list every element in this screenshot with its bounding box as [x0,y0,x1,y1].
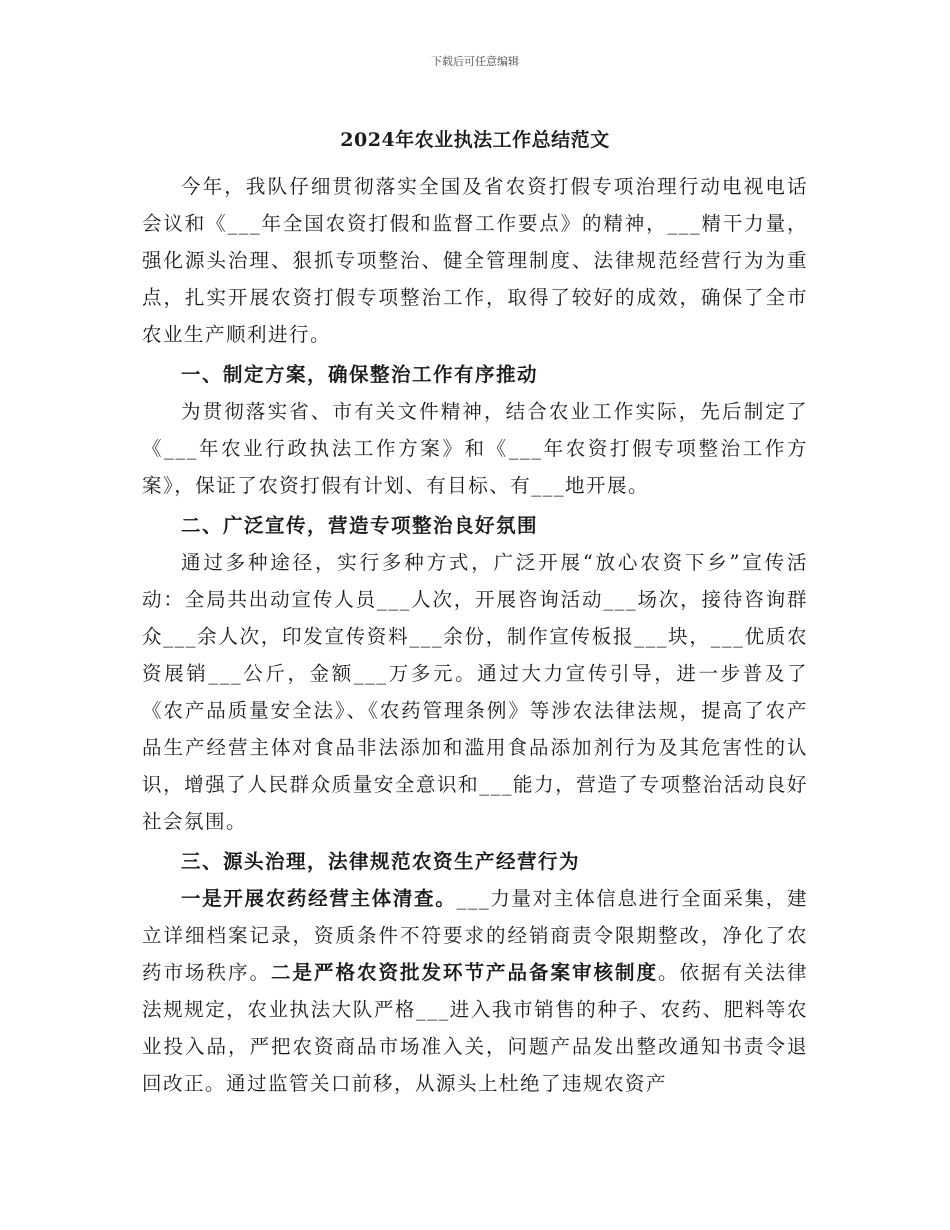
section-3-lead-1: 一是开展农药经营主体清查。 [181,887,457,910]
section-3-lead-2: 二是严格农资批发环节产品备案审核制度 [271,961,658,984]
intro-paragraph: 今年，我队仔细贯彻落实全国及省农资打假专项治理行动电视电话会议和《___年全国农资打假和监督工作要点》的精神，___精干力量，强化源头治理、狠抓专项整治、健全管理制度、法律规范经营行为为重点，扎实开展农资打假专项整治工作，取得了较好的成效，确保了全市农业生产顺利进行。 [142,175,808,346]
section-2-paragraph: 通过多种途径，实行多种方式，广泛开展“放心农资下乡”宣传活动：全局共出动宣传人员___人次，开展咨询活动___场次，接待咨询群众___余人次，印发宣传资料___余份，制作宣传板报___块，___优质农资展销___公斤，金额___万多元。通过大力宣传引导，进一步普及了《农产品质量安全法》、《农药管理条例》等涉农法律法规，提高了农产品生产经营主体对食品非法添加和滥用食品添加剂行为及其危害性的认识，增强了人民群众质量安全意识和___能力，营造了专项整治活动良好社会氛围。 [142,551,808,833]
section-1-heading: 一、制定方案，确保整治工作有序推动 [181,363,539,386]
section-1-paragraph: 为贯彻落实省、市有关文件精神，结合农业工作实际，先后制定了《___年农业行政执法工作方案》和《___年农资打假专项整治工作方案》，保证了农资打假有计划、有目标、有___地开展。 [142,400,808,497]
section-2-heading: 二、广泛宣传，营造专项整治良好氛围 [181,514,539,537]
section-3-text-2: 。依据有关法律法规规定，农业执法大队严格___进入我市销售的种子、农药、肥料等农业投入品，严把农资商品市场准入关，问题产品发出整改通知书责令退回改正。通过监管关口前移，从源头上杜绝了违规农资产 [142,961,808,1095]
document-title: 2024年农业执法工作总结范文 [340,129,610,151]
document-body [142,168,808,1102]
page-header-note: 下载后可任意编辑 [431,55,519,68]
section-3-paragraph [142,880,808,1102]
section-3-text-1: ___力量对主体信息进行全面采集，建立详细档案记录，资质条件不符要求的经销商责令限期整改，净化了农药市场秩序。 [142,887,808,984]
section-3-heading: 三、源头治理，法律规范农资生产经营行为 [181,850,581,873]
